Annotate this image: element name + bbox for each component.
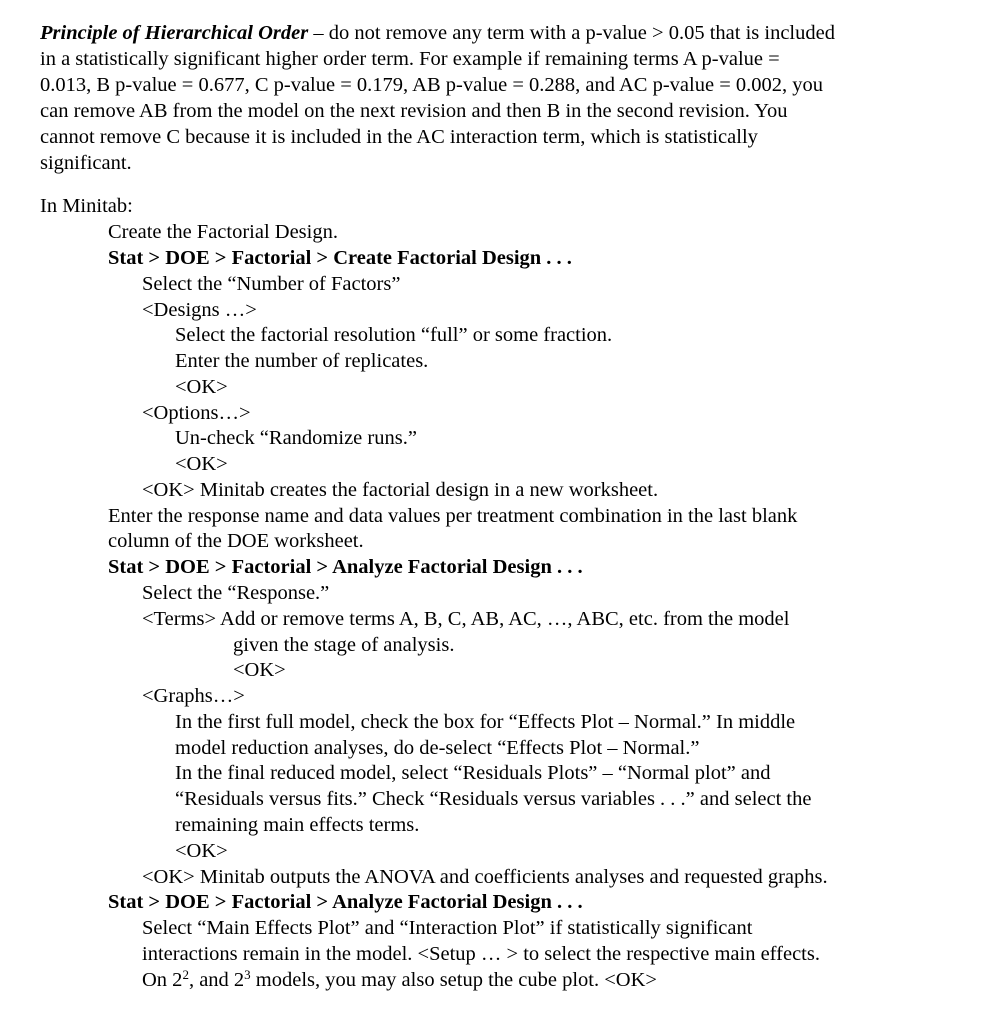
graphs-line-2: model reduction analyses, do de-select “Effects Plot – Normal.” (175, 737, 700, 759)
enter-response-line-1: Enter the response name and data values per treatment combination in the last blank (108, 505, 798, 527)
exponent-2: 2 (182, 967, 189, 982)
plots-line-2: interactions remain in the model. <Setup … > to select the respective main effects. (142, 943, 820, 965)
resolution-step: Select the factorial resolution “full” or some fraction. (175, 324, 613, 346)
graphs-line-5: remaining main effects terms. (175, 814, 420, 836)
plots-text-b: , and 2 (188, 969, 245, 991)
analyze-menu-path-2: Stat > DOE > Factorial > Analyze Factorial Design . . . (108, 891, 583, 913)
graphs-line-3: In the final reduced model, select “Residuals Plots” – “Normal plot” and (175, 762, 771, 784)
minitab-heading: In Minitab: (40, 195, 133, 217)
plots-line-1: Select “Main Effects Plot” and “Interaction Plot” if statistically significant (142, 917, 753, 939)
ok-graphs: <OK> (175, 840, 228, 862)
principle-text-1: – do not remove any term with a p-value > 0.05 that is included (308, 22, 835, 44)
graphs-step: <Graphs…> (142, 685, 245, 707)
terms-label: <Terms> (142, 608, 217, 630)
principle-line-2: in a statistically significant higher order term. For example if remaining terms A p-value = (40, 48, 780, 70)
terms-line-1 (142, 606, 789, 632)
analyze-menu-path: Stat > DOE > Factorial > Analyze Factorial Design . . . (108, 556, 583, 578)
ok-terms: <OK> (233, 659, 286, 681)
principle-line-3: 0.013, B p-value = 0.677, C p-value = 0.179, AB p-value = 0.288, and AC p-value = 0.002, you (40, 74, 824, 96)
plots-text-c: models, you may also setup the cube plot. <OK> (250, 969, 657, 991)
graphs-line-1: In the first full model, check the box for “Effects Plot – Normal.” In middle (175, 711, 796, 733)
plots-line-3 (142, 967, 657, 993)
principle-line-4: can remove AB from the model on the next revision and then B in the second revision. You (40, 100, 788, 122)
graphs-line-4: “Residuals versus fits.” Check “Residuals versus variables . . .” and select the (175, 788, 812, 810)
select-response: Select the “Response.” (142, 582, 330, 604)
terms-text: Add or remove terms A, B, C, AB, AC, …, ABC, etc. from the model (216, 608, 790, 630)
create-intro: Create the Factorial Design. (108, 221, 338, 243)
designs-step: <Designs …> (142, 299, 257, 321)
create-menu-path: Stat > DOE > Factorial > Create Factorial Design . . . (108, 247, 572, 269)
principle-title: Principle of Hierarchical Order (40, 22, 309, 44)
replicates-step: Enter the number of replicates. (175, 350, 429, 372)
uncheck-randomize: Un-check “Randomize runs.” (175, 427, 417, 449)
plots-text-a: On 2 (142, 969, 183, 991)
options-step: <Options…> (142, 402, 251, 424)
ok-analyze: <OK> Minitab outputs the ANOVA and coefficients analyses and requested graphs. (142, 866, 828, 888)
terms-line-2: given the stage of analysis. (233, 634, 455, 656)
select-factors: Select the “Number of Factors” (142, 273, 401, 295)
principle-line-1 (40, 20, 835, 46)
ok-designs: <OK> (175, 376, 228, 398)
ok-create: <OK> Minitab creates the factorial design in a new worksheet. (142, 479, 659, 501)
principle-line-6: significant. (40, 152, 132, 174)
ok-options: <OK> (175, 453, 228, 475)
exponent-3: 3 (244, 967, 251, 982)
principle-line-5: cannot remove C because it is included in the AC interaction term, which is statistically (40, 126, 758, 148)
enter-response-line-2: column of the DOE worksheet. (108, 530, 364, 552)
